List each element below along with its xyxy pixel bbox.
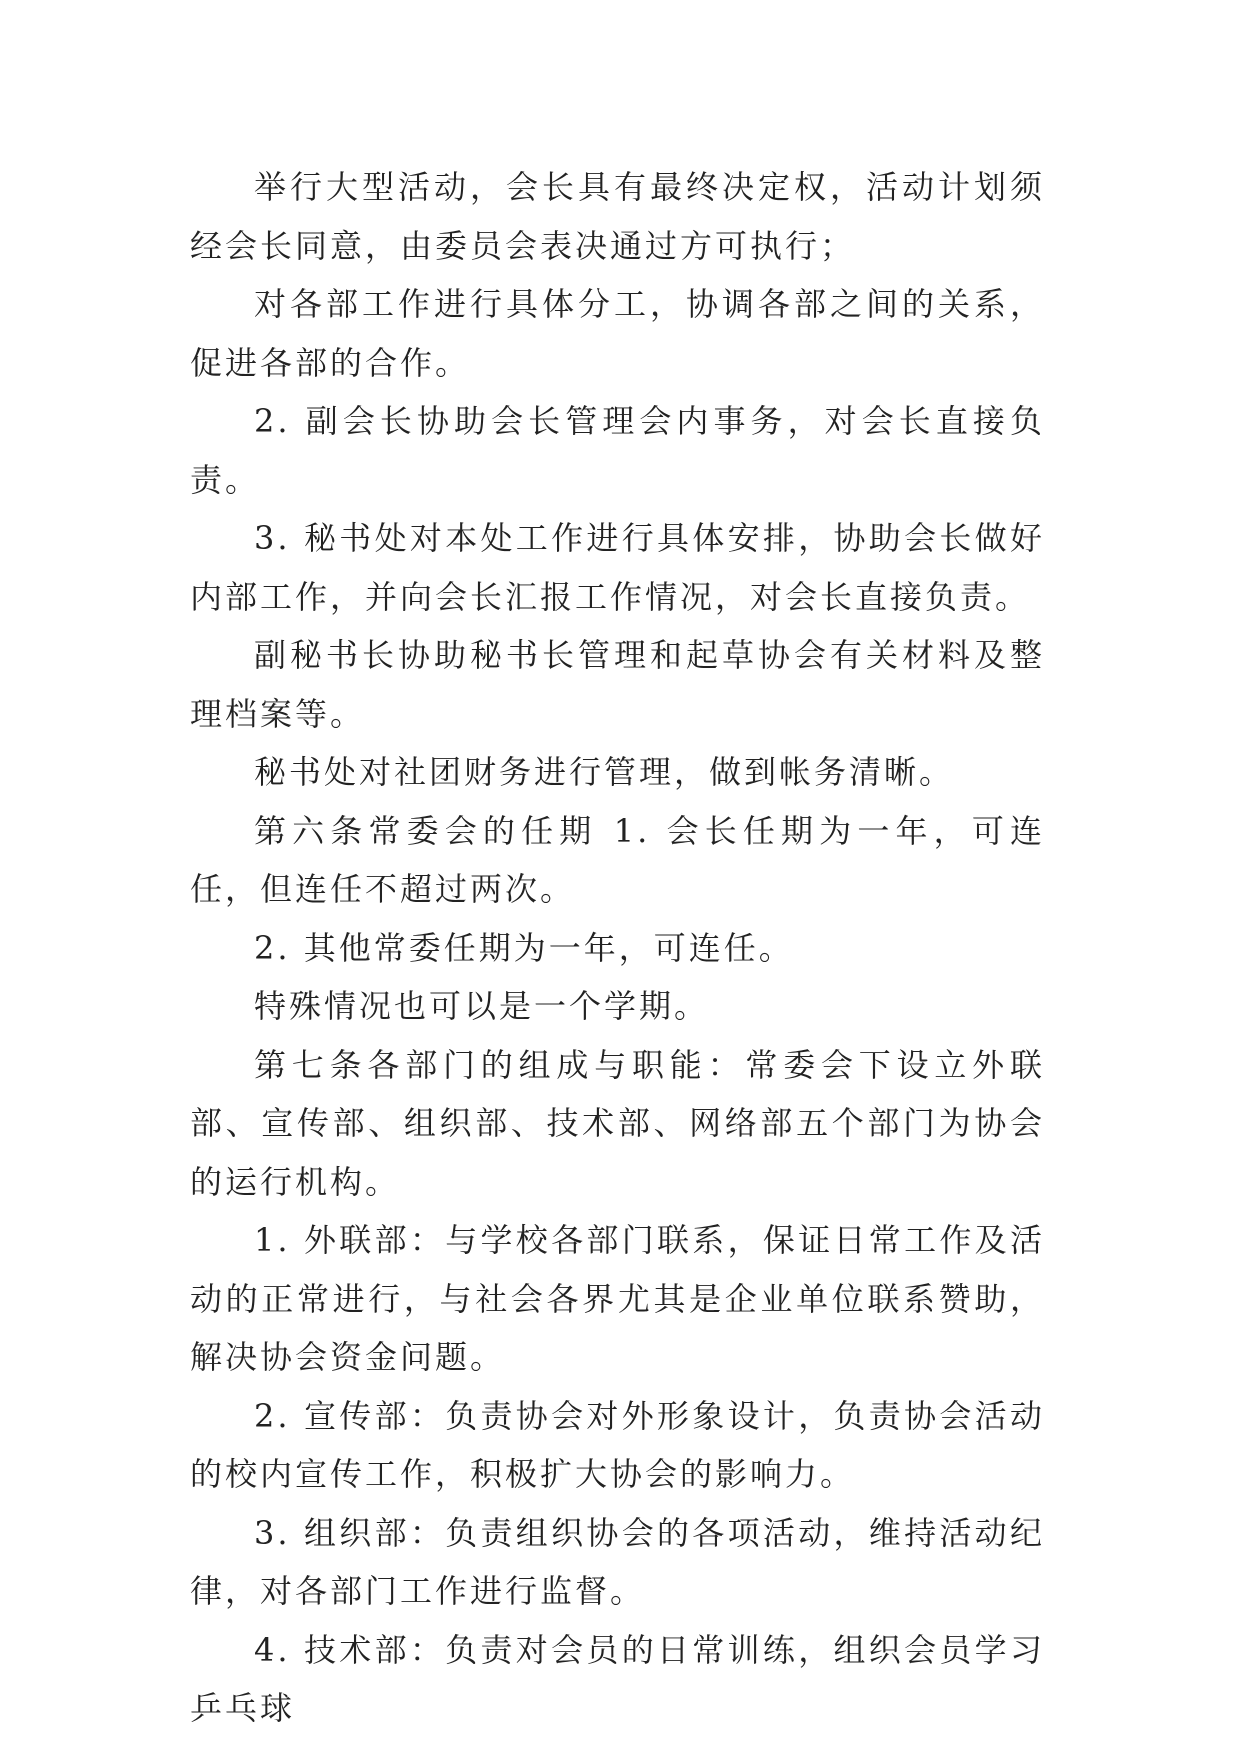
paragraph: 2. 其他常委任期为一年，可连任。 — [254, 928, 794, 967]
paragraph: 第七条各部门的组成与职能：常委会下设立外联部、宣传部、组织部、技术部、网络部五个部门为协会的运行机构。 — [190, 1045, 1045, 1201]
paragraph: 4. 技术部：负责对会员的日常训练，组织会员学习乒乓球 — [190, 1630, 1045, 1727]
paragraph: 举行大型活动，会长具有最终决定权，活动计划须经会长同意，由委员会表决通过方可执行； — [190, 168, 1045, 265]
paragraph: 特殊情况也可以是一个学期。 — [254, 987, 710, 1025]
paragraph: 2. 宣传部：负责协会对外形象设计，负责协会活动的校内宣传工作，积极扩大协会的影响力。 — [190, 1396, 1045, 1493]
document-body — [190, 158, 1045, 1738]
paragraph: 第六条常委会的任期 1. 会长任期为一年，可连任，但连任不超过两次。 — [190, 811, 1045, 908]
paragraph: 3. 秘书处对本处工作进行具体安排，协助会长做好内部工作，并向会长汇报工作情况，对会长直接负责。 — [190, 519, 1045, 616]
paragraph: 2. 副会长协助会长管理会内事务，对会长直接负责。 — [190, 402, 1045, 499]
paragraph: 1. 外联部：与学校各部门联系，保证日常工作及活动的正常进行，与社会各界尤其是企业单位联系赞助，解决协会资金问题。 — [190, 1221, 1045, 1376]
paragraph: 3. 组织部：负责组织协会的各项活动，维持活动纪律，对各部门工作进行监督。 — [190, 1513, 1045, 1610]
paragraph: 秘书处对社团财务进行管理，做到帐务清晰。 — [254, 753, 955, 791]
paragraph: 副秘书长协助秘书长管理和起草协会有关材料及整理档案等。 — [190, 636, 1045, 733]
paragraph: 对各部工作进行具体分工，协调各部之间的关系，促进各部的合作。 — [190, 285, 1045, 382]
